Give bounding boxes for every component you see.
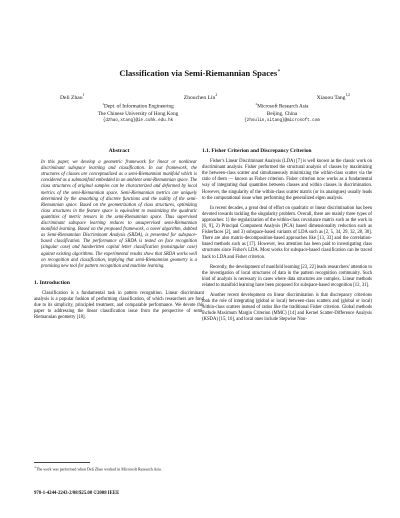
body-paragraph-1: Fisher's Linear Discriminant Analysis (LDA) [7] is well known as the classic work on discriminant analysis. Fisher performed the structural analysis of classes by maximizing the between-class scatter and simultaneously minimizing the within-class scatter via the ratio of them — known as Fisher criterion. Fisher criterion now works as a fundamental way of integrating dual quantities between classes and within classes in discrimination. However, the singularity of the within-class scatter matrix (or its analogues) usually leads to the computational issue when performing the generalized eigen analysis. <box>202 159 372 201</box>
affiliation-2-email: {zhoulin,xitang}@microsoft.com <box>244 118 320 123</box>
affiliation-1-email: {dzhao,xtang}@ie.cuhk.edu.hk <box>102 118 174 123</box>
body-paragraph-4: Another recent development on linear discrimination is that discrepancy criterions took the role of integrating (global or local) between-class scatters and (global or local) within-class scatters instead of ratios like the traditional Fisher criterion. Global methods include Maximum Margin Criterion (MMC) [14] and Kernel Scatter-Difference Analysis (KSDA) [15, 16], and local ones include Stepwise Non- <box>202 292 372 323</box>
author-1: Deli Zhao$^1$ <box>60 93 85 101</box>
intro-paragraph: Classification is a fundamental task in pattern recognition. Linear discriminant analysis is a popular fashion of performing classification, of which researchers are fond due to its simplicity, principled treatment, and comparable performance. We devote this paper to addressing the linear classification issue from the perspective of semi-Riemannian geometry [18]. <box>34 290 204 321</box>
abstract-text: In this paper, we develop a geometric framework for linear or nonlinear discriminant subspace learning and classification. In our framework, the structures of classes are conceptualized as a semi-Riemannian manifold which is considered as a submanifold embedded in an ambient semi-Riemannian space. The class structures of original samples can be characterized and deformed by local metrics of the semi-Riemannian space. Semi-Riemannian metrics are uniquely determined by the smoothing of discrete functions and the nullity of the semi-Riemannian space. Based on the geometrization of class structures, optimizing class structures in the feature space is equivalent to maximizing the quadratic quantities of metric tensors in the semi-Riemannian space. Thus supervised discriminant subspace learning reduces to unsupervised semi-Riemannian manifold learning. Based on the proposed framework, a novel algorithm, dubbed as Semi-Riemannian Discriminant Analysis (SRDA), is presented for subspace-based classification. The performance of SRDA is tested on face recognition (singular case) and handwritten capital letter classification (nonsingular case) against existing algorithms. The experimental results show that SRDA works well on recognition and classification, implying that semi-Riemannian geometry is a promising new tool for pattern recognition and machine learning. <box>41 160 197 269</box>
body-paragraph-3: Recently, the development of manifold learning [23, 22] leads researchers' attention to the investigation of local structures of data in the pattern recognition community. Such kind of analysis is necessary in cases where data structures are complex. Linear methods related to manifold learning have been proposed for subspace-based recognition [12, 31]. <box>202 264 372 288</box>
paper-title: Classification via Semi-Riemannian Spaces∗ <box>119 68 281 78</box>
right-column <box>202 148 372 327</box>
title-footnote-mark: ∗ <box>277 69 281 75</box>
affiliation-2-org: Beijing, China <box>266 110 298 117</box>
copyright-notice: 978-1-4244-2243-2/08/$25.00 ©2008 IEEE <box>34 491 120 496</box>
intro-heading: 1. Introduction <box>34 279 70 286</box>
abstract-heading: Abstract <box>108 148 130 154</box>
subsection-heading: 1.1. Fisher Criterion and Discrepancy Criterion <box>202 148 312 154</box>
body-paragraph-2: In recent decades, a great deal of effort on quadratic or linear discrimination has been devoted towards tackling the singularity problem. Overall, there are mainly three types of approaches: 1) the regularization of the within-class covariance matrix such as the work in [6, 9], 2) Principal Component Analysis (PCA) based dimensionality reduction such as Fisherfaces [2], and 3) subspace-based variants of LDA such as [2, 5, 34, 29, 32, 28, 30]. There are also matrix-decomposition-based approaches like [13, 33] and the correlation-based methods such as [17]. However, less attention has been paid to investigating class structures since Fisher's LDA. Most works for subspace-based classification can be traced back to LDA and Fisher criterion. <box>202 205 372 260</box>
author-list <box>60 93 350 101</box>
affiliation-1: $^1$Dept. of Information Engineering The Chinese University of Hong Kong {dzhao,xtang}@ie.cuhk.edu.hk <box>68 101 208 125</box>
footnote-rule <box>34 462 90 463</box>
author-2: Zhouchen Lin$^2$ <box>183 93 218 101</box>
affiliation-2: $^2$Microsoft Research Asia Beijing, China {zhoulin,xitang}@microsoft.com <box>222 101 342 125</box>
affiliation-1-org: The Chinese University of Hong Kong <box>97 110 179 117</box>
footnote: ∗The work was performed when Deli Zhao worked in Microsoft Research Asia. <box>34 465 162 472</box>
affiliation-1-dept: Dept. of Information Engineering <box>103 103 174 110</box>
author-3: Xiaoou Tang$^{1,2}$ <box>316 93 350 101</box>
left-column <box>34 148 204 325</box>
affiliation-2-dept: Microsoft Research Asia <box>257 103 309 110</box>
